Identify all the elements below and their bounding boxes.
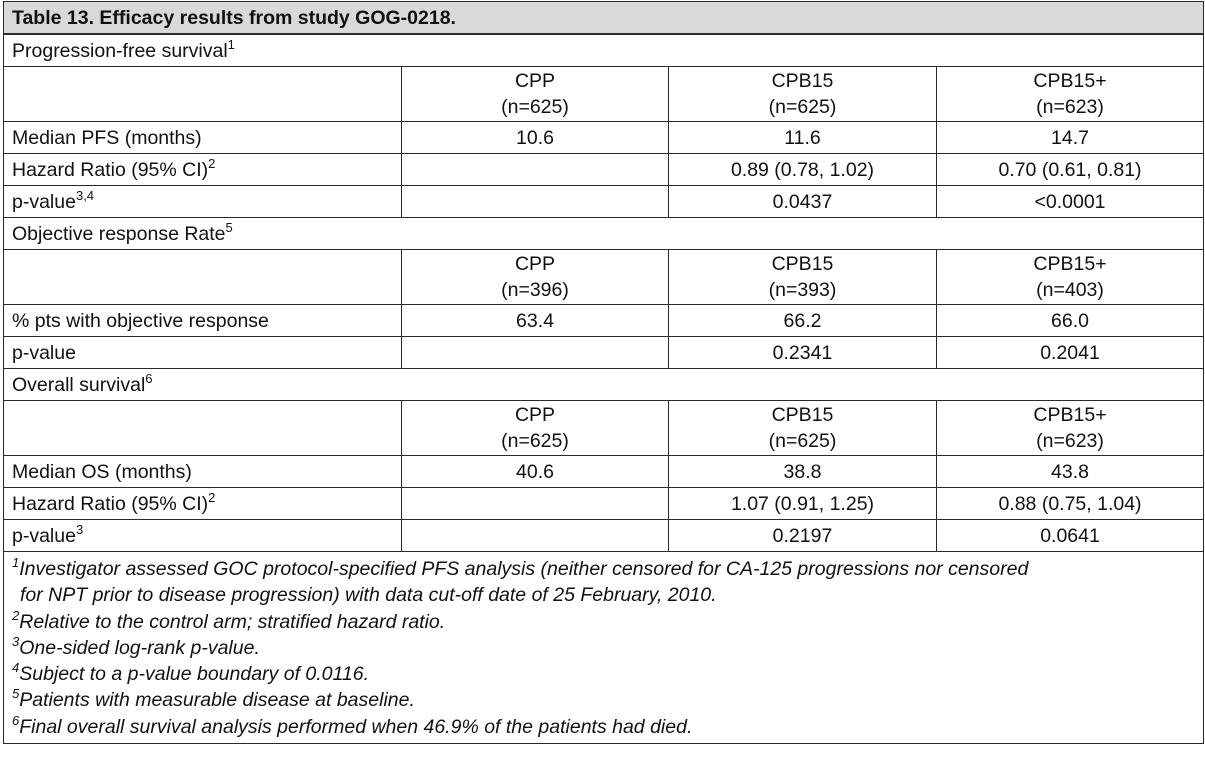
- footnote-text: Final overall survival analysis performed when 46.9% of the patients had died.: [19, 715, 693, 738]
- table-row: [4, 337, 1204, 369]
- footnote-marker: 2: [12, 607, 20, 623]
- column-name: CPB15+: [1033, 404, 1107, 426]
- footnote: [12, 687, 1195, 713]
- footnote-text: Subject to a p-value boundary of 0.0116.: [19, 663, 370, 686]
- row-label-footnote-ref: 2: [208, 155, 216, 171]
- row-label: [4, 154, 402, 186]
- footnote: [12, 635, 1195, 661]
- table-row: [4, 488, 1204, 520]
- footnote-text: Investigator assessed GOC protocol-specified PFS analysis (neither censored for CA-125 progressions nor censored: [19, 558, 1029, 580]
- table-cell: 0.89 (0.78, 1.02): [669, 154, 937, 186]
- column-n: (n=623): [1036, 430, 1104, 452]
- column-header-row: [4, 401, 1204, 456]
- section-heading-text: Objective response Rate: [12, 222, 226, 245]
- table-cell: [402, 186, 669, 218]
- table-cell: 0.2197: [669, 520, 937, 552]
- footnote-marker: 6: [12, 712, 20, 728]
- section-heading: [4, 34, 1204, 67]
- table-title-row: [4, 2, 1204, 35]
- footnote: [12, 609, 1195, 635]
- footnote-marker: 5: [12, 686, 20, 702]
- row-label: [4, 305, 402, 337]
- footnote-marker: 1: [12, 555, 20, 570]
- column-n: (n=625): [768, 96, 837, 118]
- column-header: [669, 401, 937, 456]
- row-label-footnote-ref: 2: [208, 489, 216, 505]
- section-heading-footnote-ref: 5: [225, 219, 233, 235]
- row-label: [4, 337, 402, 369]
- table-cell: 10.6: [402, 122, 669, 154]
- column-header-empty: [4, 401, 402, 456]
- column-name: CPP: [514, 404, 556, 426]
- column-header: [402, 67, 669, 122]
- column-name: CPB15+: [1033, 70, 1107, 92]
- footnotes-row: [4, 552, 1204, 744]
- column-header: [402, 401, 669, 456]
- table-cell: 11.6: [669, 122, 937, 154]
- column-header: [937, 401, 1204, 456]
- row-label-text: Hazard Ratio (95% CI): [12, 158, 209, 181]
- footnotes: [4, 552, 1204, 744]
- column-header-row: [4, 250, 1204, 305]
- section-heading: [4, 218, 1204, 250]
- section-heading-footnote-ref: 1: [227, 36, 235, 52]
- column-n: (n=396): [501, 279, 569, 301]
- column-name: CPB15+: [1033, 253, 1107, 275]
- table-row: [4, 305, 1204, 337]
- footnote: [12, 714, 1195, 740]
- row-label: [4, 456, 402, 488]
- section-heading-row: [4, 34, 1204, 67]
- table-row: [4, 456, 1204, 488]
- row-label: [4, 186, 402, 218]
- row-label-text: p-value: [12, 524, 76, 547]
- table-row: [4, 122, 1204, 154]
- table-cell: [402, 520, 669, 552]
- footnote-text: One-sided log-rank p-value.: [19, 636, 260, 659]
- table-cell: 66.2: [669, 305, 937, 337]
- column-n: (n=625): [501, 430, 569, 452]
- section-heading-text: Overall survival: [12, 373, 146, 396]
- column-n: (n=625): [501, 96, 569, 118]
- table-cell: [402, 337, 669, 369]
- table-cell: 63.4: [402, 305, 669, 337]
- table-row: [4, 154, 1204, 186]
- row-label-footnote-ref: 3: [75, 521, 84, 537]
- table-cell: 0.2041: [937, 337, 1204, 369]
- footnote-continuation: for NPT prior to disease progression) with data cut-off date of 25 February, 2010.: [20, 584, 717, 607]
- table-cell: 0.0437: [669, 186, 937, 218]
- row-label: [4, 122, 402, 154]
- table-cell: 1.07 (0.91, 1.25): [669, 488, 937, 520]
- column-header: [669, 250, 937, 305]
- table-cell: [402, 154, 669, 186]
- footnote: [12, 661, 1195, 687]
- table-cell: 38.8: [669, 456, 937, 488]
- section-heading: [4, 369, 1204, 401]
- column-name: CPB15: [771, 253, 834, 275]
- footnote-marker: 4: [12, 660, 20, 676]
- column-header: [937, 250, 1204, 305]
- column-header: [669, 67, 937, 122]
- section-heading-row: [4, 218, 1204, 250]
- column-name: CPP: [514, 70, 556, 92]
- table-cell: 0.0641: [937, 520, 1204, 552]
- section-heading-footnote-ref: 6: [145, 370, 153, 386]
- row-label-text: Median PFS (months): [12, 126, 202, 149]
- column-name: CPB15: [771, 70, 834, 92]
- row-label: [4, 488, 402, 520]
- footnote-text: Patients with measurable disease at baseline.: [19, 689, 415, 712]
- footnote-marker: 3: [12, 633, 20, 649]
- column-header: [402, 250, 669, 305]
- column-n: (n=623): [1036, 96, 1104, 118]
- column-n: (n=403): [1036, 279, 1104, 301]
- table-row: [4, 186, 1204, 218]
- row-label-text: p-value: [12, 341, 76, 364]
- column-header-empty: [4, 250, 402, 305]
- row-label: [4, 520, 402, 552]
- column-header: [937, 67, 1204, 122]
- row-label-footnote-ref: 3,4: [75, 187, 95, 203]
- table-cell: 0.88 (0.75, 1.04): [937, 488, 1204, 520]
- row-label-text: Hazard Ratio (95% CI): [12, 492, 209, 515]
- table-cell: 66.0: [937, 305, 1204, 337]
- section-heading-text: Progression-free survival: [12, 39, 228, 62]
- row-label-text: Median OS (months): [12, 460, 192, 483]
- row-label-text: p-value: [12, 190, 76, 213]
- table-cell: 40.6: [402, 456, 669, 488]
- row-label-text: % pts with objective response: [12, 309, 269, 332]
- column-name: CPB15: [771, 404, 834, 426]
- table-cell: [402, 488, 669, 520]
- table-row: [4, 520, 1204, 552]
- table-title: Table 13. Efficacy results from study GOG-0218.: [4, 2, 1204, 35]
- column-n: (n=625): [768, 430, 837, 452]
- table-cell: 14.7: [937, 122, 1204, 154]
- column-n: (n=393): [768, 279, 837, 301]
- column-header-row: [4, 67, 1204, 122]
- table-cell: 0.70 (0.61, 0.81): [937, 154, 1204, 186]
- section-heading-row: [4, 369, 1204, 401]
- column-header-empty: [4, 67, 402, 122]
- efficacy-table: [3, 1, 1204, 744]
- footnote: [12, 556, 1195, 582]
- table-cell: <0.0001: [937, 186, 1204, 218]
- footnote-text: Relative to the control arm; stratified hazard ratio.: [19, 610, 446, 633]
- column-name: CPP: [514, 253, 556, 275]
- table-cell: 0.2341: [669, 337, 937, 369]
- table-cell: 43.8: [937, 456, 1204, 488]
